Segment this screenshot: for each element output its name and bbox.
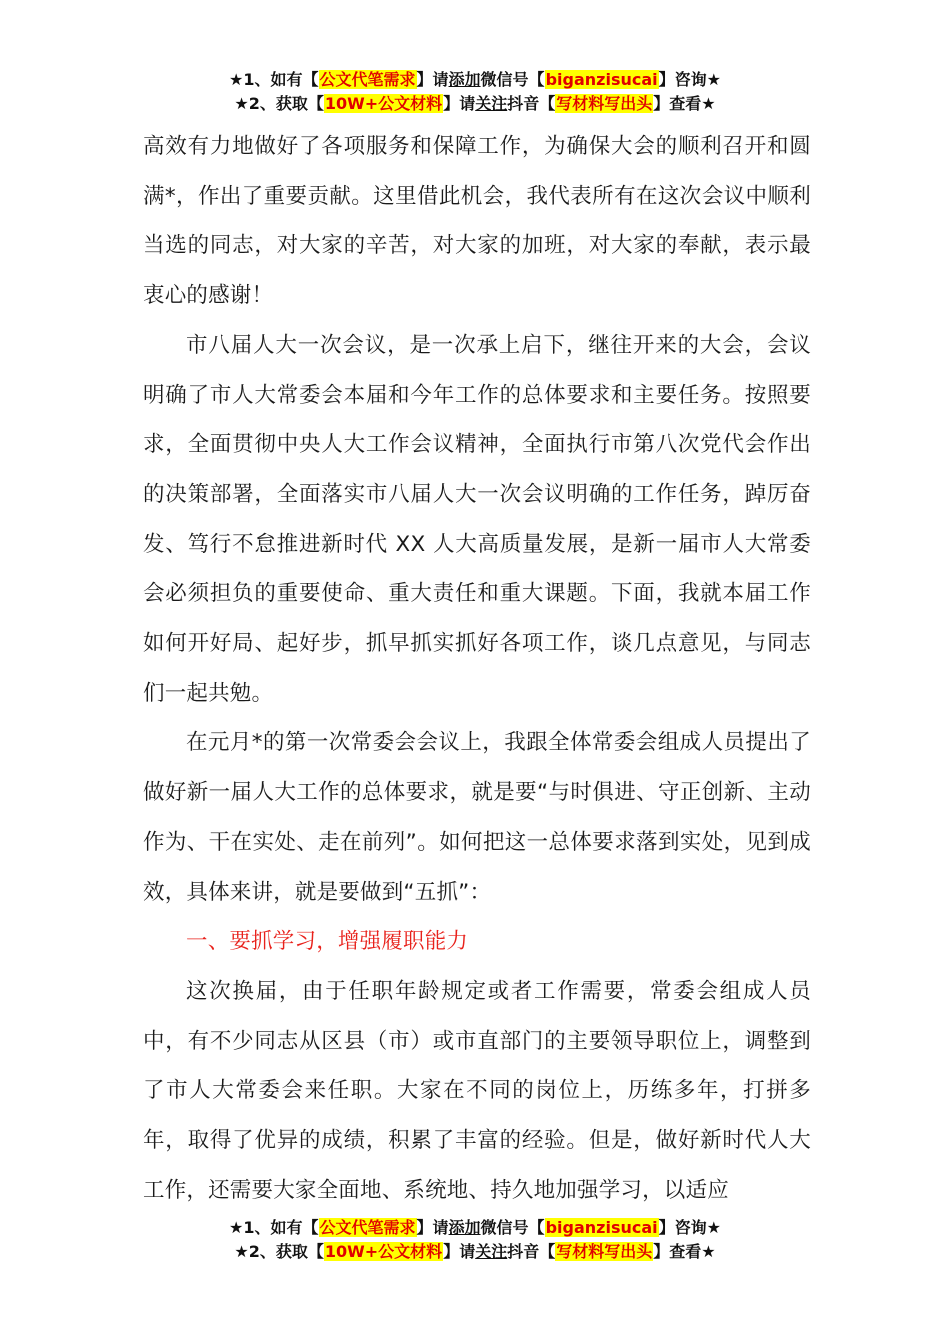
footer-banner xyxy=(0,1216,950,1264)
banner-text: 】请 xyxy=(416,70,449,89)
banner-text: 】请 xyxy=(443,1242,476,1261)
banner-line-2 xyxy=(0,92,950,116)
banner-emphasis: 添加 xyxy=(448,1218,481,1237)
paragraph-3: 在元月*的第一次常委会会议上，我跟全体常委会组成人员提出了做好新一届人大工作的总体要求，就是要“与时俱进、守正创新、主动作为、干在实处、走在前列”。如何把这一总体要求落到实处，见到成效，具体来讲，就是要做到“五抓”： xyxy=(143,730,811,905)
document-body xyxy=(143,122,811,1215)
banner-text: 】咨询★ xyxy=(658,70,721,89)
banner-text: ★1、如有【 xyxy=(229,1218,319,1237)
paragraph-2: 市八届人大一次会议，是一次承上启下，继往开来的大会，会议明确了市人大常委会本届和今年工作的总体要求和主要任务。按照要求，全面贯彻中央人大工作会议精神，全面执行市第八次党代会作出的决策部署，全面落实市八届人大一次会议明确的工作任务，踔厉奋发、笃行不怠推进新时代 XX 人大高质量发展，是新一届市人大常委会必须担负的重要使命、重大责任和重大课题。下面，我就本届工作如何开好局、起好步，抓早抓实抓好各项工作，谈几点意见，与同志们一起共勉。 xyxy=(143,332,811,706)
highlight-wechat-id: biganzisucai xyxy=(545,70,658,89)
banner-text: ★2、获取【 xyxy=(234,1242,324,1261)
banner-text: 】咨询★ xyxy=(658,1218,721,1237)
highlight-service: 公文代笔需求 xyxy=(319,1218,416,1237)
banner-text: ★2、获取【 xyxy=(234,94,324,113)
banner-line-1 xyxy=(0,1216,950,1240)
banner-emphasis: 关注 xyxy=(475,1242,508,1261)
banner-text: 微信号【 xyxy=(480,1218,545,1237)
banner-line-1 xyxy=(0,68,950,92)
highlight-materials: 10W+公文材料 xyxy=(324,94,443,113)
banner-line-2 xyxy=(0,1240,950,1264)
section-heading-1: 一、要抓学习，增强履职能力 xyxy=(186,929,469,955)
paragraph-1: 高效有力地做好了各项服务和保障工作，为确保大会的顺利召开和圆满*，作出了重要贡献。这里借此机会，我代表所有在这次会议中顺利当选的同志，对大家的辛苦，对大家的加班，对大家的奉献，表示最衷心的感谢！ xyxy=(143,134,811,309)
banner-text: ★1、如有【 xyxy=(229,70,319,89)
banner-text: 】查看★ xyxy=(653,94,716,113)
banner-emphasis: 关注 xyxy=(475,94,508,113)
highlight-douyin: 写材料写出头 xyxy=(556,1242,653,1261)
header-banner xyxy=(0,68,950,116)
banner-text: 微信号【 xyxy=(480,70,545,89)
highlight-wechat-id: biganzisucai xyxy=(545,1218,658,1237)
highlight-service: 公文代笔需求 xyxy=(319,70,416,89)
banner-emphasis: 添加 xyxy=(448,70,481,89)
paragraph-4: 这次换届，由于任职年龄规定或者工作需要，常委会组成人员中，有不少同志从区县（市）或市直部门的主要领导职位上，调整到了市人大常委会来任职。大家在不同的岗位上，历练多年，打拼多年，取得了优异的成绩，积累了丰富的经验。但是，做好新时代人大工作，还需要大家全面地、系统地、持久地加强学习，以适应 xyxy=(143,978,811,1203)
banner-text: 】请 xyxy=(443,94,476,113)
banner-text: 】查看★ xyxy=(653,1242,716,1261)
highlight-materials: 10W+公文材料 xyxy=(324,1242,443,1261)
highlight-douyin: 写材料写出头 xyxy=(556,94,653,113)
banner-text: 抖音【 xyxy=(507,1242,556,1261)
banner-text: 】请 xyxy=(416,1218,449,1237)
banner-text: 抖音【 xyxy=(507,94,556,113)
